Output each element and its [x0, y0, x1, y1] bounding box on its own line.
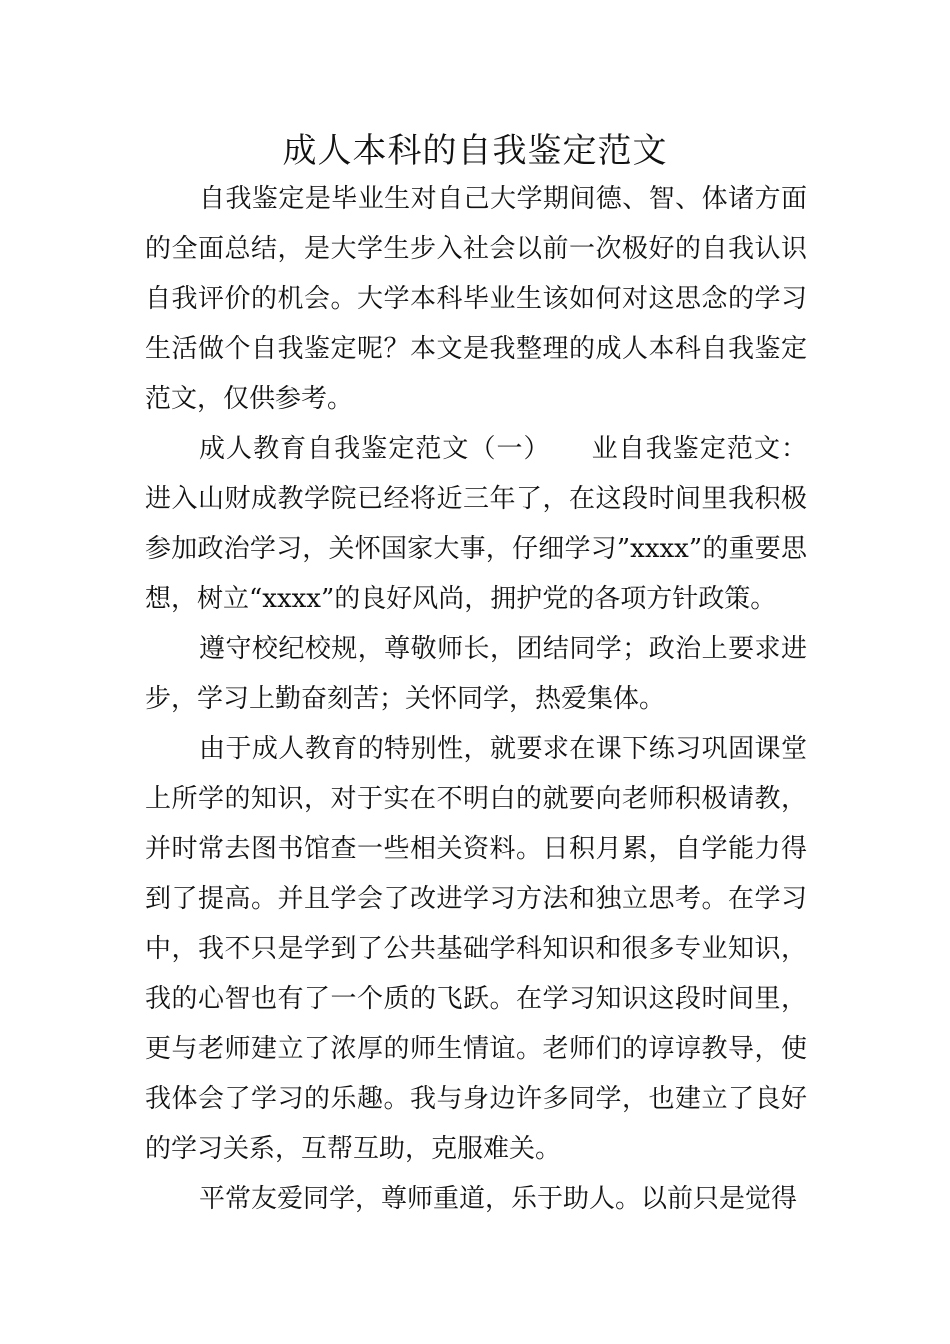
paragraph-study: 由于成人教育的特别性，就要求在课下练习巩固课堂上所学的知识，对于实在不明白的就要向老师积极请教，并时常去图书馆查一些相关资料。日积月累，自学能力得到了提高。并且学会了改进学习方法和独立思考。在学习中，我不只是学到了公共基础学科知识和很多专业知识，我的心智也有了一个质的飞跃。在学习知识这段时间里，更与老师建立了浓厚的师生情谊。老师们的谆谆教导，使我体会了学习的乐趣。我与身边许多同学，也建立了良好的学习关系，互帮互助，克服难关。 [145, 734, 807, 1164]
paragraph-daily-life: 平常友爱同学，尊师重道，乐于助人。以前只是觉得 [199, 1184, 798, 1214]
document-body [145, 174, 807, 1224]
paragraph-sample-one: 成人教育自我鉴定范文（一） 业自我鉴定范文：进入山财成教学院已经将近三年了，在这段时间里我积极参加政治学习，关怀国家大事，仔细学习”xxxx”的重要思想，树立“xxxx”的良好风尚，拥护党的各项方针政策。 [145, 434, 807, 614]
paragraph-discipline: 遵守校纪校规，尊敬师长，团结同学；政治上要求进步，学习上勤奋刻苦；关怀同学，热爱集体。 [145, 634, 807, 714]
document-title: 成人本科的自我鉴定范文 [282, 131, 668, 171]
paragraph-intro: 自我鉴定是毕业生对自己大学期间德、智、体诸方面的全面总结，是大学生步入社会以前一次极好的自我认识自我评价的机会。大学本科毕业生该如何对这思念的学习生活做个自我鉴定呢？本文是我整理的成人本科自我鉴定范文，仅供参考。 [145, 184, 807, 414]
